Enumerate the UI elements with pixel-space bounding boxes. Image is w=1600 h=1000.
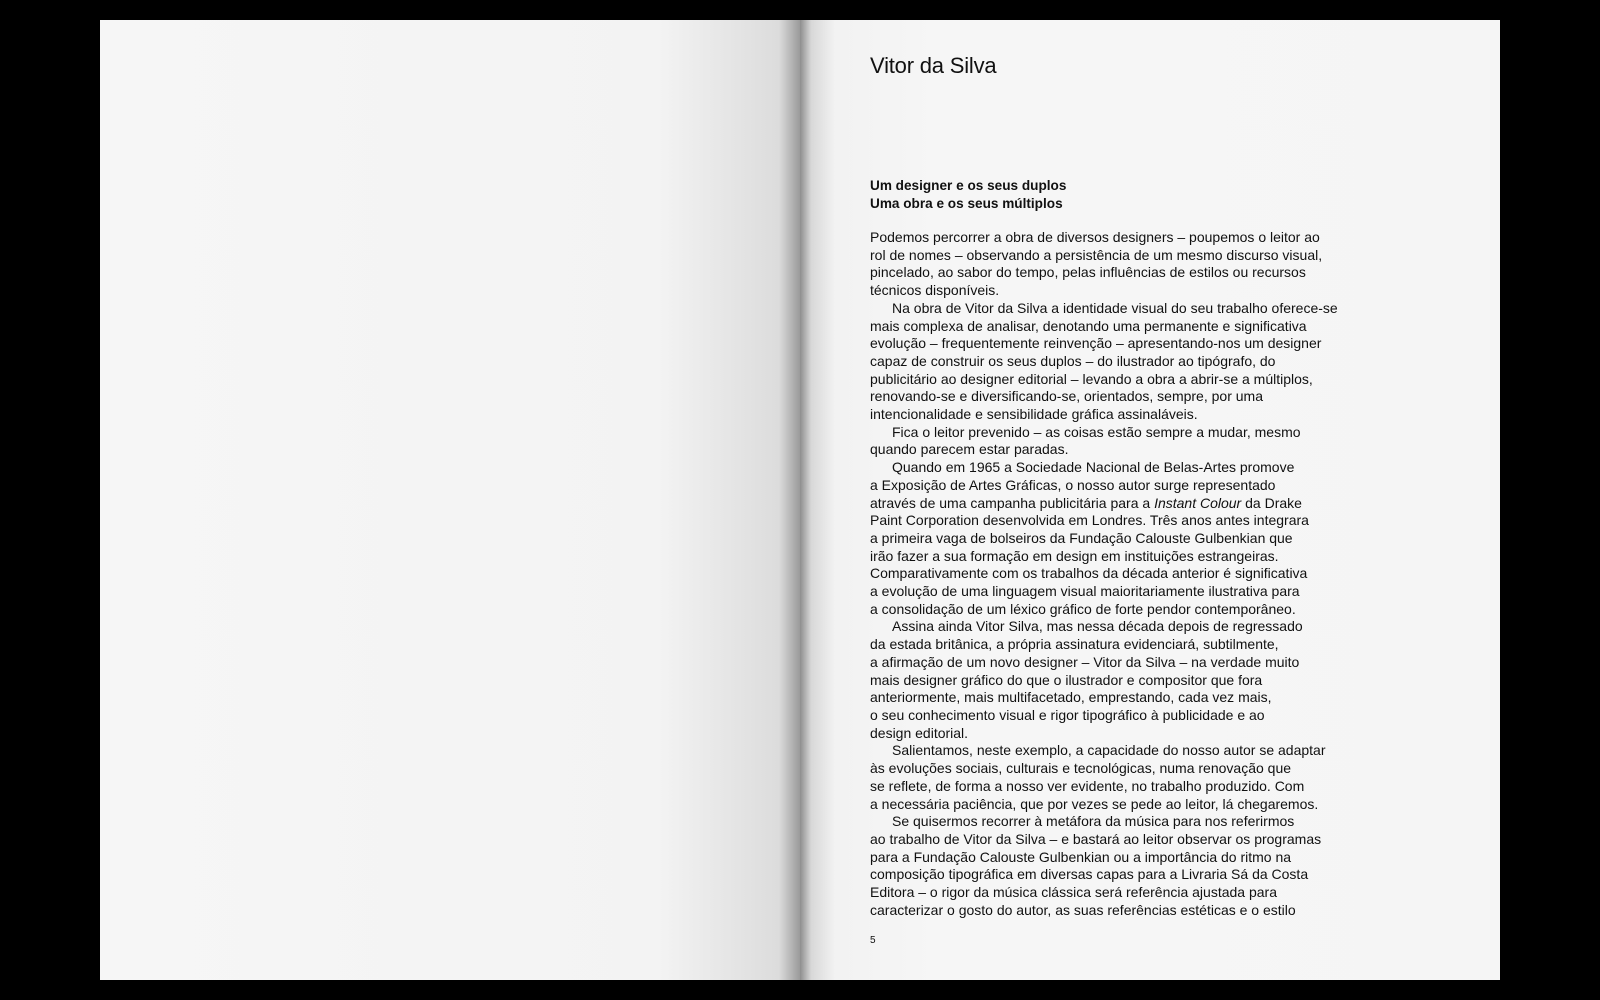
text-line: o seu conhecimento visual e rigor tipográfico à publicidade e ao xyxy=(870,706,1265,723)
text-line: composição tipográfica em diversas capas para a Livraria Sá da Costa xyxy=(870,866,1309,883)
page-title: Vitor da Silva xyxy=(870,53,997,78)
text-line: Quando em 1965 a Sociedade Nacional de Belas-Artes promove xyxy=(892,459,1295,476)
text-line: Editora – o rigor da música clássica será referência ajustada para xyxy=(870,884,1277,901)
text-line: a primeira vaga de bolseiros da Fundação Calouste Gulbenkian que xyxy=(870,529,1293,546)
text-line: rol de nomes – observando a persistência de um mesmo discurso visual, xyxy=(870,246,1323,263)
text-line: ao trabalho de Vitor da Silva – e bastará ao leitor observar os programas xyxy=(870,830,1322,847)
body-paragraph xyxy=(870,813,1370,919)
text-line: pincelado, ao sabor do tempo, pelas influências de estilos ou recursos xyxy=(870,264,1306,281)
text-line: Comparativamente com os trabalhos da década anterior é significativa xyxy=(870,565,1308,582)
text-line: publicitário ao designer editorial – levando a obra a abrir-se a múltiplos, xyxy=(870,370,1313,387)
subhead-line: Um designer e os seus duplos xyxy=(870,178,1067,193)
book-spread xyxy=(100,20,1500,980)
text-line: da estada britânica, a própria assinatura evidenciará, subtilmente, xyxy=(870,636,1279,653)
text-line: a necessária paciência, que por vezes se pede ao leitor, lá chegaremos. xyxy=(870,795,1319,812)
text-line: capaz de construir os seus duplos – do ilustrador ao tipógrafo, do xyxy=(870,352,1276,369)
text-line: Fica o leitor prevenido – as coisas estão sempre a mudar, mesmo xyxy=(892,423,1301,440)
text-line: técnicos disponíveis. xyxy=(870,282,1000,299)
text-line: mais complexa de analisar, denotando uma permanente e significativa xyxy=(870,317,1307,334)
text-line: caracterizar o gosto do autor, as suas referências estéticas e o estilo xyxy=(870,901,1296,918)
text-line: se reflete, de forma a nosso ver evidente, no trabalho produzido. Com xyxy=(870,777,1305,794)
text-line: irão fazer a sua formação em design em instituições estrangeiras. xyxy=(870,547,1279,564)
text-line: evolução – frequentemente reinvenção – apresentando-nos um designer xyxy=(870,335,1322,352)
text-line: mais designer gráfico do que o ilustrador e compositor que fora xyxy=(870,671,1263,688)
body-paragraph xyxy=(870,424,1370,459)
text-line: design editorial. xyxy=(870,724,969,741)
text-line: renovando-se e diversificando-se, orientados, sempre, por uma xyxy=(870,388,1263,405)
text-line: Paint Corporation desenvolvida em Londres. Três anos antes integrara xyxy=(870,512,1309,529)
text-line: anteriormente, mais multifacetado, emprestando, cada vez mais, xyxy=(870,689,1272,706)
body-paragraph xyxy=(870,229,1370,300)
page-number: 5 xyxy=(870,935,876,946)
left-page-blank xyxy=(100,20,800,980)
text-line: intencionalidade e sensibilidade gráfica assinaláveis. xyxy=(870,406,1198,423)
text-run: da Drake xyxy=(1241,494,1302,511)
body-paragraph xyxy=(870,459,1370,618)
text-line: Assina ainda Vitor Silva, mas nessa década depois de regressado xyxy=(892,618,1303,635)
right-page xyxy=(800,20,1500,980)
text-line: Se quisermos recorrer à metáfora da música para nos referirmos xyxy=(892,813,1295,830)
text-line: Na obra de Vitor da Silva a identidade visual do seu trabalho oferece-se xyxy=(892,299,1338,316)
text-line: a Exposição de Artes Gráficas, o nosso autor surge representado xyxy=(870,476,1276,493)
text-line: a evolução de uma linguagem visual maioritariamente ilustrativa para xyxy=(870,583,1300,600)
body-paragraph xyxy=(870,742,1370,813)
subhead-line: Uma obra e os seus múltiplos xyxy=(870,195,1063,211)
body-text xyxy=(870,229,1370,919)
body-paragraph xyxy=(870,618,1370,742)
text-line: para a Fundação Calouste Gulbenkian ou a importância do ritmo na xyxy=(870,848,1292,865)
text-line: Salientamos, neste exemplo, a capacidade do nosso autor se adaptar xyxy=(892,742,1326,759)
text-line: a afirmação de um novo designer – Vitor da Silva – na verdade muito xyxy=(870,653,1300,670)
text-line: quando parecem estar paradas. xyxy=(870,441,1069,458)
product-name-italic: Instant Colour xyxy=(1154,494,1242,511)
subheads xyxy=(870,177,1066,212)
text-line: a consolidação de um léxico gráfico de forte pendor contemporâneo. xyxy=(870,600,1296,617)
text-line: às evoluções sociais, culturais e tecnológicas, numa renovação que xyxy=(870,760,1292,777)
body-paragraph xyxy=(870,300,1370,424)
text-run: através de uma campanha publicitária para a xyxy=(870,494,1155,511)
text-line xyxy=(870,495,1370,513)
text-line: Podemos percorrer a obra de diversos designers – poupemos o leitor ao xyxy=(870,229,1320,245)
